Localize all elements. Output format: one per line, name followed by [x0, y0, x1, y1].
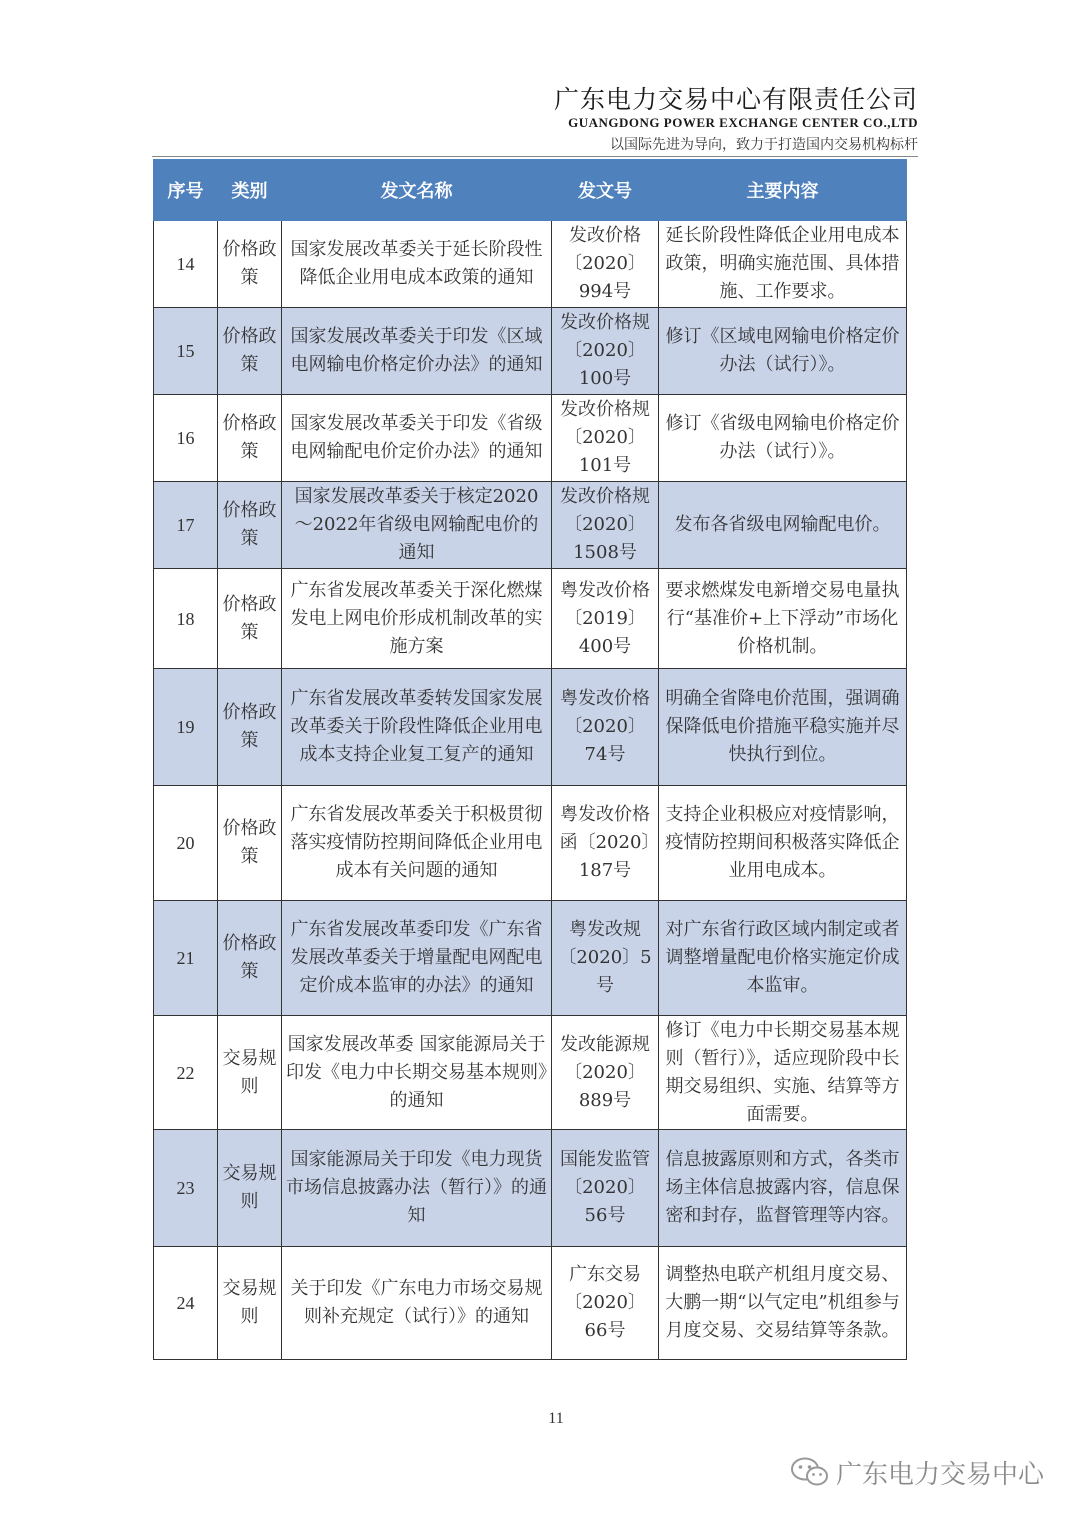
watermark-text: 广东电力交易中心: [835, 1459, 1044, 1490]
row-title: 国家发展改革委关于核定2020～2022年省级电网输配电价的通知: [282, 482, 552, 569]
row-title: 国家发展改革委 国家能源局关于印发《电力中长期交易基本规则》的通知: [282, 1016, 552, 1130]
header-divider: [152, 156, 918, 157]
row-content: 调整热电联产机组月度交易、大鹏一期“以气定电”机组参与月度交易、交易结算等条款。: [659, 1247, 907, 1360]
row-doc-number: 发改价格规〔2020〕1508号: [552, 482, 659, 569]
table-row: [154, 308, 907, 395]
row-doc-number: 广东交易〔2020〕66号: [552, 1247, 659, 1360]
row-category: 价格政策: [218, 669, 282, 786]
company-slogan: 以国际先进为导向，致力于打造国内交易机构标杆: [610, 137, 918, 153]
row-doc-number: 粤发改规〔2020〕5号: [552, 901, 659, 1016]
row-category: 交易规则: [218, 1016, 282, 1130]
row-title: 国家发展改革委关于印发《区域电网输电价格定价办法》的通知: [282, 308, 552, 395]
table-row: [154, 1130, 907, 1247]
row-number: 17: [154, 482, 218, 569]
row-title: 国家发展改革委关于延长阶段性降低企业用电成本政策的通知: [282, 221, 552, 308]
row-content: 信息披露原则和方式，各类市场主体信息披露内容，信息保密和封存，监督管理等内容。: [659, 1130, 907, 1247]
table-row: [154, 569, 907, 669]
row-content: 修订《区域电网输电价格定价办法（试行）》。: [659, 308, 907, 395]
row-number: 18: [154, 569, 218, 669]
column-header: 序号: [154, 160, 218, 221]
company-name-cn: 广东电力交易中心有限责任公司: [553, 85, 918, 114]
row-title: 广东省发展改革委关于深化燃煤发电上网电价形成机制改革的实施方案: [282, 569, 552, 669]
row-content: 发布各省级电网输配电价。: [659, 482, 907, 569]
table-row: [154, 901, 907, 1016]
row-number: 14: [154, 221, 218, 308]
row-content: 支持企业积极应对疫情影响，疫情防控期间积极落实降低企业用电成本。: [659, 786, 907, 901]
row-category: 价格政策: [218, 901, 282, 1016]
row-category: 价格政策: [218, 308, 282, 395]
row-title: 广东省发展改革委关于积极贯彻落实疫情防控期间降低企业用电成本有关问题的通知: [282, 786, 552, 901]
row-title: 广东省发展改革委转发国家发展改革委关于阶段性降低企业用电成本支持企业复工复产的通知: [282, 669, 552, 786]
row-number: 19: [154, 669, 218, 786]
row-content: 要求燃煤发电新增交易电量执行“基准价+上下浮动”市场化价格机制。: [659, 569, 907, 669]
table-row: [154, 395, 907, 482]
wechat-icon: [790, 1456, 830, 1488]
table-header-row: [154, 160, 907, 221]
column-header: 发文名称: [282, 160, 552, 221]
row-title: 关于印发《广东电力市场交易规则补充规定（试行）》的通知: [282, 1247, 552, 1360]
row-category: 价格政策: [218, 395, 282, 482]
row-title: 国家能源局关于印发《电力现货市场信息披露办法（暂行）》的通知: [282, 1130, 552, 1247]
row-doc-number: 发改价格规〔2020〕100号: [552, 308, 659, 395]
row-content: 修订《电力中长期交易基本规则（暂行）》，适应现阶段中长期交易组织、实施、结算等方面需要。: [659, 1016, 907, 1130]
row-content: 修订《省级电网输电价格定价办法（试行）》。: [659, 395, 907, 482]
row-doc-number: 粤发改价格函〔2020〕187号: [552, 786, 659, 901]
page-number: 11: [548, 1410, 564, 1427]
row-title: 国家发展改革委关于印发《省级电网输配电价定价办法》的通知: [282, 395, 552, 482]
table-row: [154, 1016, 907, 1130]
table-row: [154, 221, 907, 308]
row-category: 价格政策: [218, 569, 282, 669]
company-name-en: GUANGDONG POWER EXCHANGE CENTER CO.,LTD: [568, 115, 918, 130]
row-content: 明确全省降电价范围，强调确保降低电价措施平稳实施并尽快执行到位。: [659, 669, 907, 786]
row-doc-number: 国能发监管〔2020〕56号: [552, 1130, 659, 1247]
table-row: [154, 786, 907, 901]
column-header: 发文号: [552, 160, 659, 221]
policy-table: [153, 159, 907, 1360]
row-title: 广东省发展改革委印发《广东省发展改革委关于增量配电网配电定价成本监审的办法》的通知: [282, 901, 552, 1016]
row-number: 20: [154, 786, 218, 901]
row-number: 22: [154, 1016, 218, 1130]
row-number: 24: [154, 1247, 218, 1360]
row-number: 23: [154, 1130, 218, 1247]
row-number: 16: [154, 395, 218, 482]
column-header: 主要内容: [659, 160, 907, 221]
row-category: 价格政策: [218, 482, 282, 569]
row-doc-number: 发改能源规〔2020〕889号: [552, 1016, 659, 1130]
watermark: [790, 1454, 1044, 1490]
row-number: 21: [154, 901, 218, 1016]
row-content: 对广东省行政区域内制定或者调整增量配电价格实施定价成本监审。: [659, 901, 907, 1016]
row-category: 价格政策: [218, 786, 282, 901]
row-doc-number: 发改价格〔2020〕994号: [552, 221, 659, 308]
table-row: [154, 669, 907, 786]
row-category: 交易规则: [218, 1247, 282, 1360]
row-number: 15: [154, 308, 218, 395]
row-doc-number: 粤发改价格〔2020〕74号: [552, 669, 659, 786]
row-content: 延长阶段性降低企业用电成本政策，明确实施范围、具体措施、工作要求。: [659, 221, 907, 308]
row-category: 交易规则: [218, 1130, 282, 1247]
column-header: 类别: [218, 160, 282, 221]
row-category: 价格政策: [218, 221, 282, 308]
table-row: [154, 1247, 907, 1360]
row-doc-number: 发改价格规〔2020〕101号: [552, 395, 659, 482]
table-row: [154, 482, 907, 569]
row-doc-number: 粤发改价格〔2019〕400号: [552, 569, 659, 669]
